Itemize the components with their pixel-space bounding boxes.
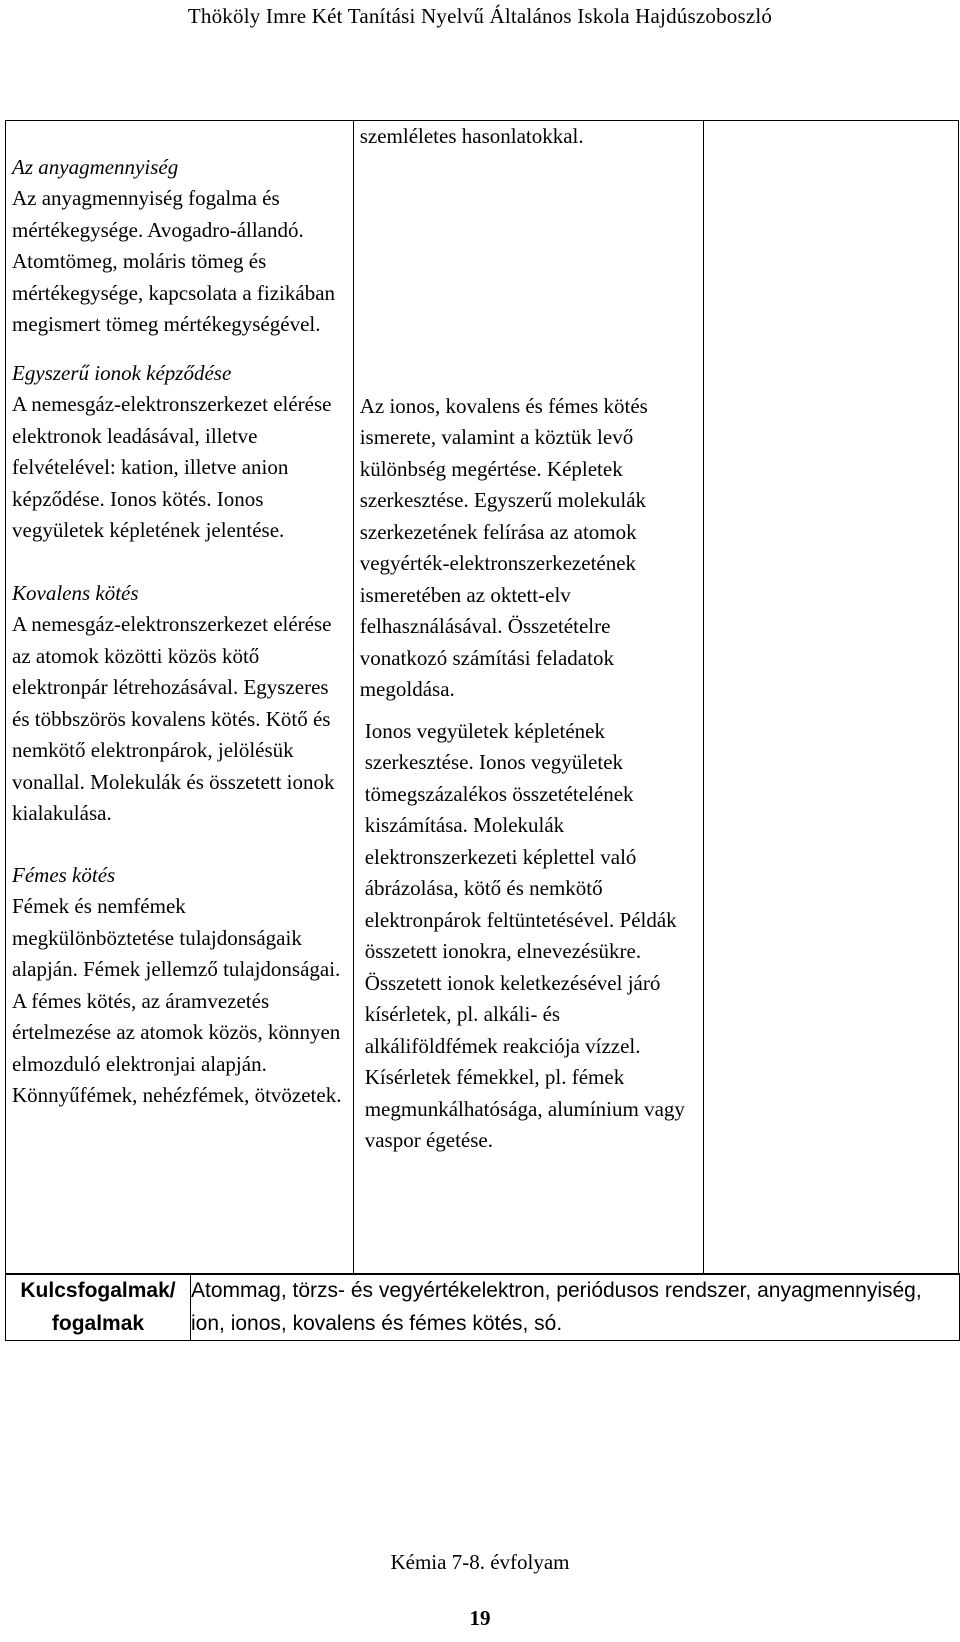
anyag-body: Az anyagmennyiség fogalma és mértékegysége. Avogadro-állandó. Atomtömeg, moláris tömeg és mértékegysége, kapcsolata a fizikában megismert tömeg mértékegységével. <box>12 186 336 336</box>
kovalens-title: Kovalens kötés <box>12 580 139 605</box>
req-p2: Az ionos, kovalens és fémes kötés ismerete, valamint a köztük levő különbség megértése. Képletek szerkesztése. Egyszerű molekulák szerkezetének felírása az atomok vegyérték-elektronszerkezetének ismeretében az oktett-elv felhasználásával. Összetételre vonatkozó számítási feladatok megoldása. <box>359 393 648 701</box>
key-concepts-label-line1: Kulcsfogalmak/ <box>20 1279 176 1302</box>
key-concepts-label-line2: fogalmak <box>51 1312 145 1335</box>
ion-title: Egyszerű ionok képződése <box>12 360 232 385</box>
curriculum-table <box>5 120 959 1275</box>
footer-title: Kémia 7-8. évfolyam <box>390 1550 570 1574</box>
empty-cell <box>704 121 959 1275</box>
ion-body: A nemesgáz-elektronszerkezet elérése elektronok leadásával, illetve felvételével: kation, illetve anion képződése. Ionos kötés. Ionos vegyületek képletének jelentése. <box>12 392 332 542</box>
anyag-title: Az anyagmennyiség <box>12 155 179 179</box>
femes-body: Fémek és nemfémek megkülönböztetése tulajdonságaik alapján. Fémek jellemző tulajdonságai. A fémes kötés, az áramvezetés értelmezése az atomok közös, könnyen elmozduló elektronjai alapján. Könnyűfémek, nehézfémek, ötvözetek. <box>12 894 342 1107</box>
req-p3: Ionos vegyületek képletének szerkesztése. Ionos vegyületek tömegszázalékos összetételének kiszámítása. Molekulák elektronszerkezeti képlettel való ábrázolása, kötő és nemkötő elektronpárok feltüntetésével. Példák összetett ionokra, elnevezésükre. Összetett ionok keletkezésével járó kísérletek, pl. alkáli- és alkáliföldfémek reakciója vízzel. Kísérletek fémekkel, pl. fémek megmunkálhatósága, alumínium vagy vaspor égetése. <box>364 718 685 1152</box>
content-row <box>6 121 959 1275</box>
key-concepts-row <box>6 1274 960 1341</box>
requirements-column <box>354 121 704 1157</box>
kovalens-body: A nemesgáz-elektronszerkezet elérése az atomok közötti közös kötő elektronpár létrehozásával. Egyszeres és többszörös kovalens kötés. Kötő és nemkötő elektronpárok, jelölésük vonallal. Molekulák és összetett ionok kialakulása. <box>12 612 335 825</box>
key-concepts-text: Atommag, törzs- és vegyértékelektron, periódusos rendszer, anyagmennyiség, ion, ionos, kovalens és fémes kötés, só. <box>191 1274 960 1341</box>
key-concepts-label <box>6 1274 191 1341</box>
requirements-cell <box>353 121 704 1275</box>
req-p1: szemléletes hasonlatokkal. <box>359 124 584 148</box>
page-header: Thököly Imre Két Tanítási Nyelvű Általános Iskola Hajdúszoboszló <box>187 4 773 28</box>
key-concepts-table <box>5 1273 960 1341</box>
content-column <box>6 121 353 1112</box>
page-number: 19 <box>469 1606 491 1630</box>
content-cell <box>6 121 354 1275</box>
femes-title: Fémes kötés <box>12 862 116 887</box>
